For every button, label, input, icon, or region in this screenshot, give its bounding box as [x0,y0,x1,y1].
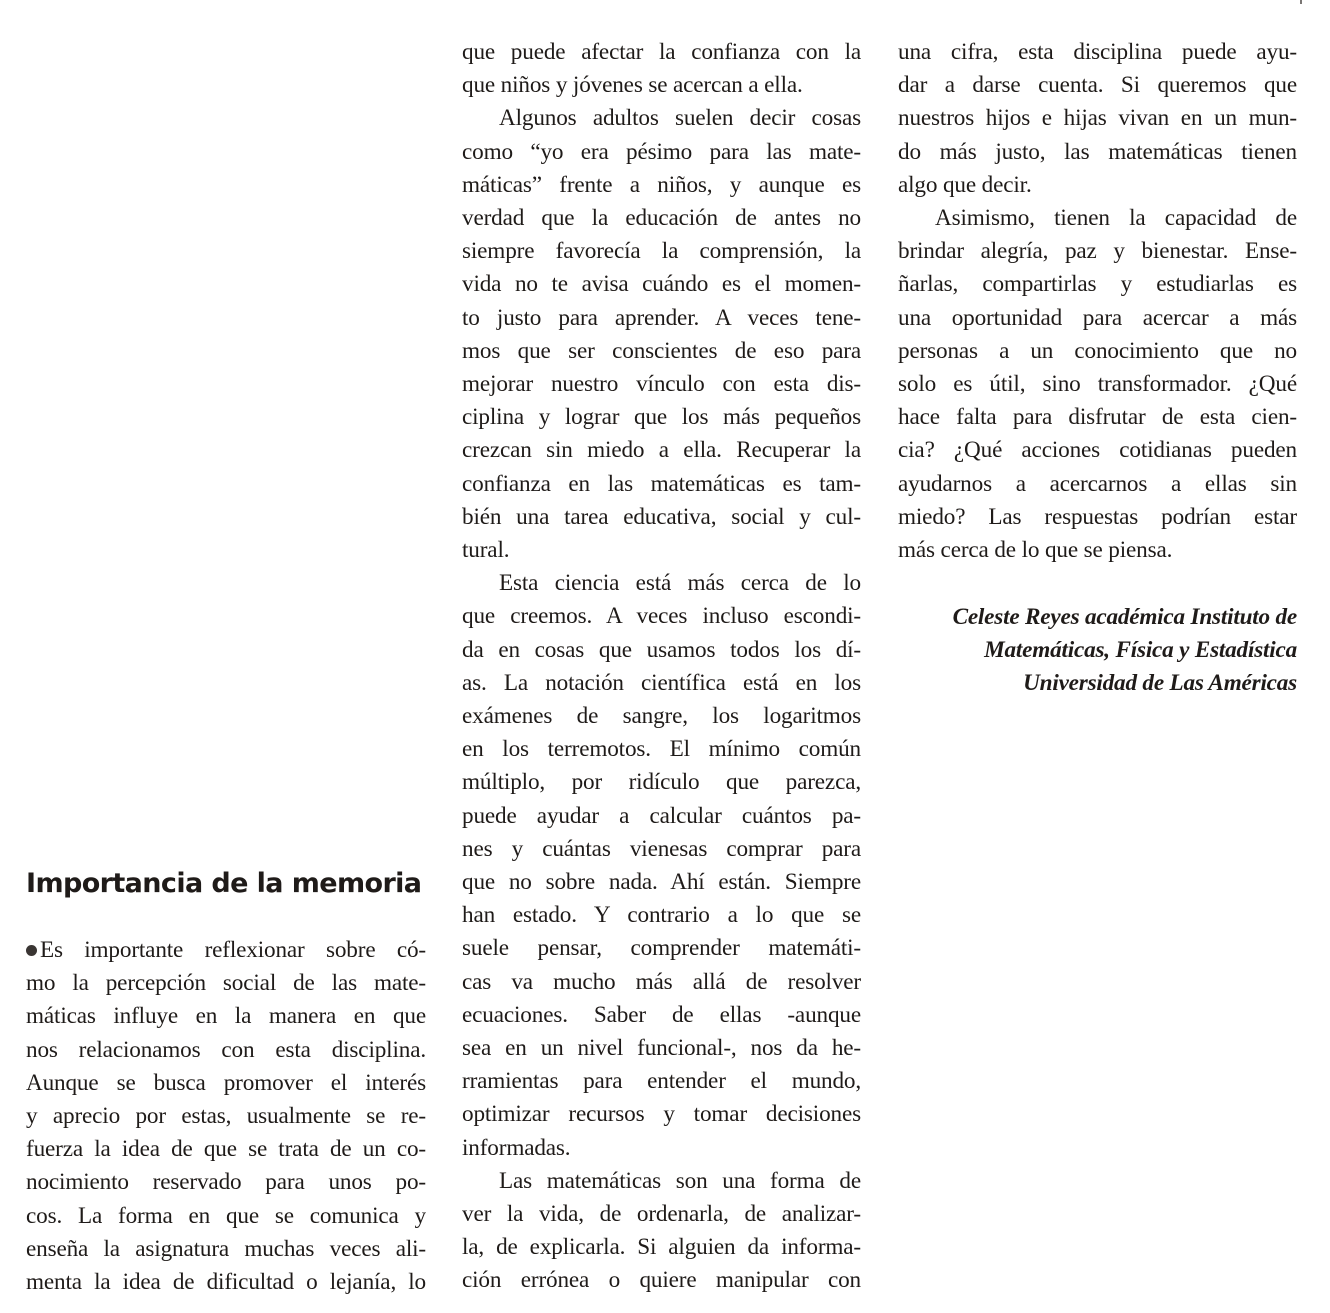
text-line: ción errónea o quiere manipular con [462,1267,861,1294]
text-line: vida no te avisa cuándo es el momen- [462,271,861,298]
text-line: solo es útil, sino transformador. ¿Qué [898,371,1297,397]
text-line: menta la idea de dificultad o lejanía, lo [26,1269,426,1295]
text-line: múltiplo, por ridículo que parezca, [462,769,861,796]
text-line: nocimiento reservado para unos po- [26,1169,426,1196]
text-line: mejorar nuestro vínculo con esta dis- [462,371,861,397]
article-column-1 [26,0,426,1313]
text-line: Las matemáticas son una forma de [499,1167,861,1194]
text-line: tural. [462,537,510,563]
text-line: cas va mucho más allá de resolver [462,968,861,995]
text-line: mo la percepción social de las mate- [26,970,426,997]
text-line: ecuaciones. Saber de ellas -aunque [462,1001,861,1028]
text-line: una cifra, esta disciplina puede ayu- [898,39,1297,65]
text-line: da en cosas que usamos todos los dí- [462,636,861,663]
author-byline-line: Matemáticas, Física y Estadística [984,637,1297,664]
text-line: informadas. [462,1134,571,1161]
author-byline-line: Celeste Reyes académica Instituto de [952,604,1297,630]
text-line: to justo para aprender. A veces tene- [462,304,861,331]
text-line: ñarlas, compartirlas y estudiarlas es [898,271,1297,298]
text-line: una oportunidad para acercar a más [898,304,1297,331]
text-line: nes y cuántas vienesas comprar para [462,835,861,862]
text-line: enseña la asignatura muchas veces ali- [26,1235,426,1262]
text-line: máticas influye en la manera en que [26,1003,426,1030]
text-line: cos. La forma en que se comunica y [26,1202,426,1229]
text-line: siempre favorecía la comprensión, la [462,238,861,265]
text-line: y aprecio por estas, usualmente se re- [26,1103,426,1129]
text-line: bién una tarea educativa, social y cul- [462,503,861,530]
text-line: que puede afectar la confianza con la [462,39,861,65]
text-line: han estado. Y contrario a lo que se [462,902,861,929]
text-line: nos relacionamos con esta disciplina. [26,1036,426,1063]
text-line: miedo? Las respuestas podrían estar [898,503,1297,530]
text-line: Esta ciencia está más cerca de lo [499,570,861,597]
text-line: fuerza la idea de que se trata de un co- [26,1136,426,1163]
text-line: sea en un nivel funcional-, nos da he- [462,1035,861,1061]
text-line: que niños y jóvenes se acercan a ella. [462,72,803,99]
text-line: que no sobre nada. Ahí están. Siempre [462,869,861,895]
text-line: crezcan sin miedo a ella. Recuperar la [462,437,861,464]
text-line: Aunque se busca promover el interés [26,1069,426,1096]
text-line: cia? ¿Qué acciones cotidianas pueden [898,437,1297,464]
text-line: Es importante reflexionar sobre có- [26,934,426,967]
article-column-2 [462,0,861,1313]
article-column-3 [898,0,1297,1313]
text-line: mos que ser conscientes de eso para [462,337,861,364]
text-line: que creemos. A veces incluso escondi- [462,603,861,630]
text-line: do más justo, las matemáticas tienen [898,138,1297,165]
section-heading: Importancia de la memoria [26,868,422,899]
text-line: ciplina y lograr que los más pequeños [462,404,861,431]
text-line: personas a un conocimiento que no [898,337,1297,364]
text-line: Algunos adultos suelen decir cosas [499,105,861,132]
text-line: como “yo era pésimo para las mate- [462,138,861,165]
text-line: Asimismo, tienen la capacidad de [935,205,1297,231]
text-line: la, de explicarla. Si alguien da informa- [462,1234,861,1261]
text-line: verdad que la educación de antes no [462,205,861,231]
corner-mark [1300,0,1302,4]
text-line: dar a darse cuenta. Si queremos que [898,72,1297,99]
text-line: confianza en las matemáticas es tam- [462,470,861,497]
text-line: rramientas para entender el mundo, [462,1068,861,1095]
bullet-icon [26,945,37,956]
text-line: hace falta para disfrutar de esta cien- [898,404,1297,431]
text-line: puede ayudar a calcular cuántos pa- [462,802,861,829]
text-line: exámenes de sangre, los logaritmos [462,703,861,729]
text-line: ver la vida, de ordenarla, de analizar- [462,1201,861,1227]
text-line: máticas” frente a niños, y aunque es [462,171,861,198]
text-line: más cerca de lo que se piensa. [898,537,1173,563]
text-line: algo que decir. [898,171,1032,198]
text-line: as. La notación científica está en los [462,669,861,696]
text-line: suele pensar, comprender matemáti- [462,935,861,962]
author-byline-line: Universidad de Las Américas [1023,670,1297,697]
text-line: nuestros hijos e hijas vivan en un mun- [898,105,1297,132]
text-line: optimizar recursos y tomar decisiones [462,1101,861,1128]
text-line: brindar alegría, paz y bienestar. Ense- [898,238,1297,265]
text-line: ayudarnos a acercarnos a ellas sin [898,470,1297,497]
text-line: en los terremotos. El mínimo común [462,736,861,763]
